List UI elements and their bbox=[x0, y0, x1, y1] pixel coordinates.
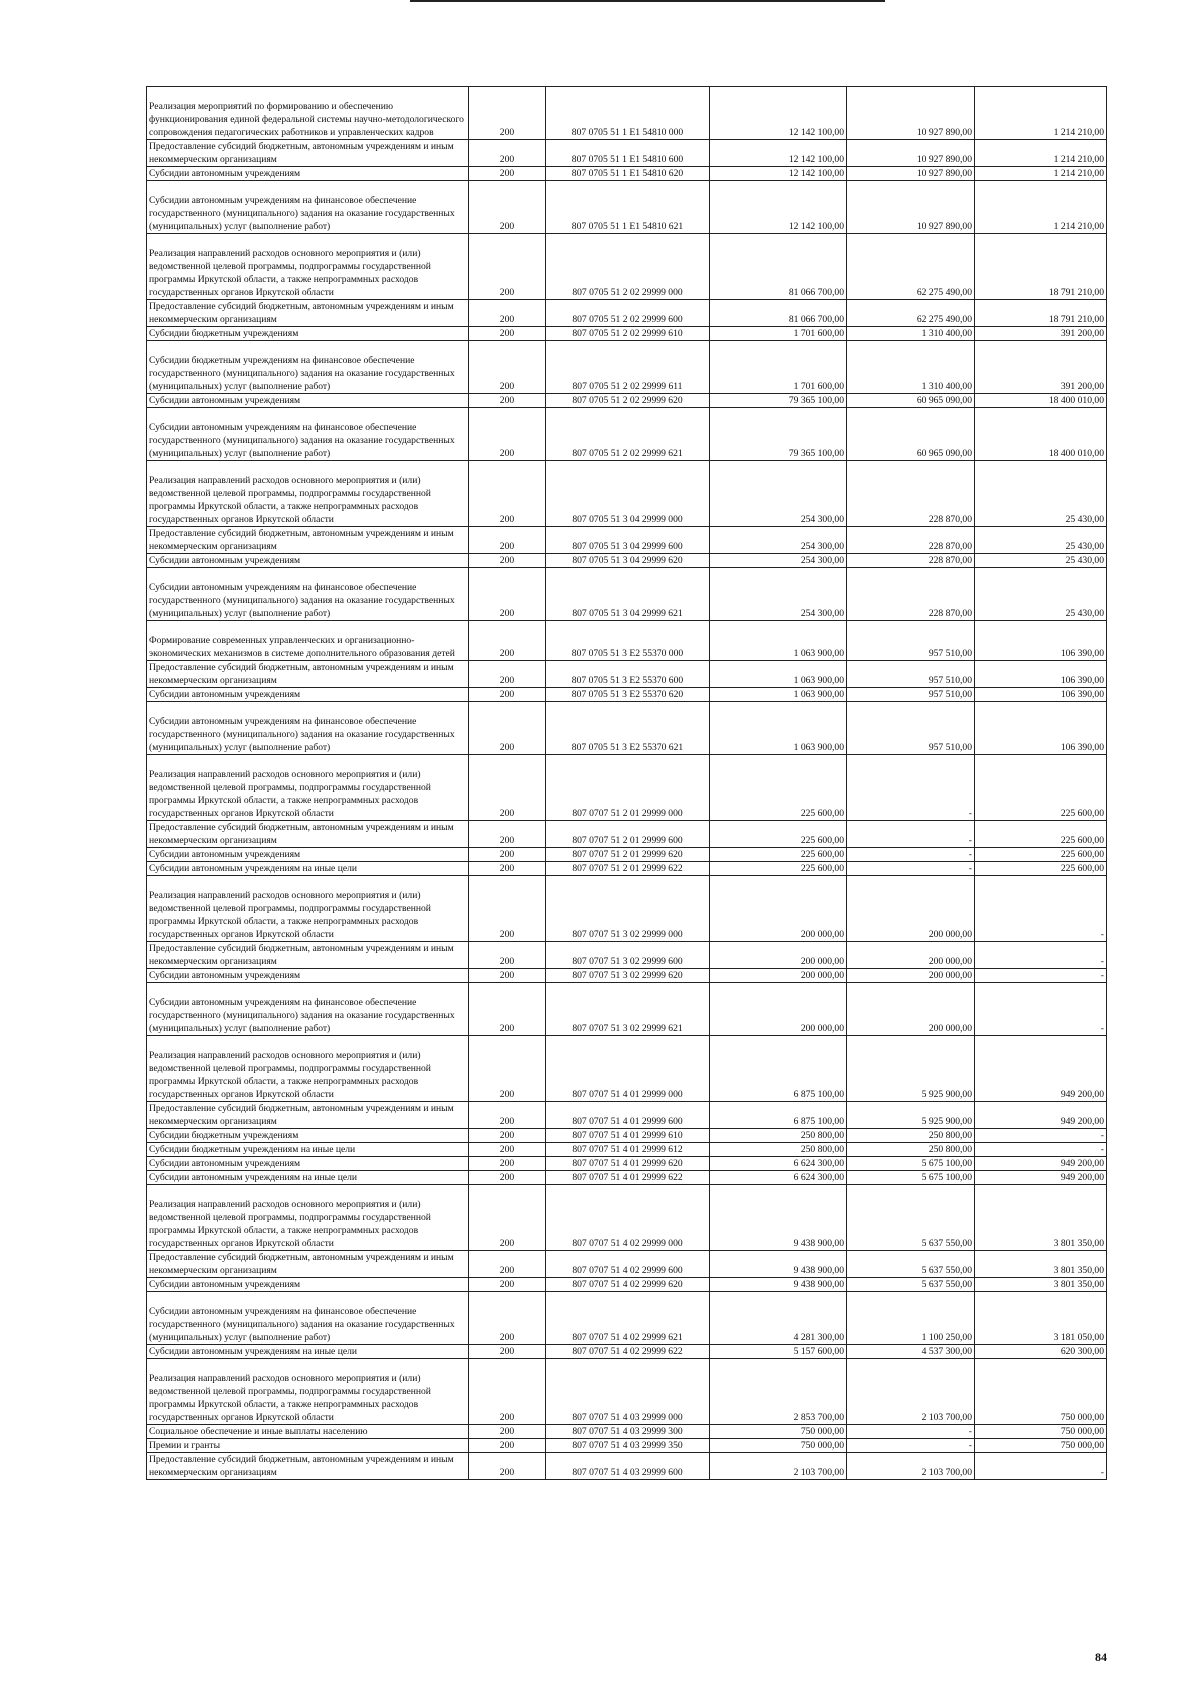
table-row bbox=[147, 341, 1107, 394]
row-budget-code: 807 0707 51 4 03 29999 000 bbox=[546, 1359, 710, 1425]
row-amount-total: 750 000,00 bbox=[710, 1425, 847, 1439]
row-name: Предоставление субсидий бюджетным, автономным учреждениям и иным некоммерческим организациям bbox=[147, 1102, 469, 1129]
row-amount-col3: 225 600,00 bbox=[975, 848, 1107, 862]
row-admin-code: 200 bbox=[469, 568, 546, 621]
row-amount-col3: 18 400 010,00 bbox=[975, 408, 1107, 461]
table-row bbox=[147, 942, 1107, 969]
row-budget-code: 807 0705 51 1 E1 54810 620 bbox=[546, 167, 710, 181]
row-name: Предоставление субсидий бюджетным, автономным учреждениям и иным некоммерческим организациям bbox=[147, 140, 469, 167]
table-row bbox=[147, 1185, 1107, 1251]
row-budget-code: 807 0707 51 4 02 29999 622 bbox=[546, 1345, 710, 1359]
row-admin-code: 200 bbox=[469, 1129, 546, 1143]
row-admin-code: 200 bbox=[469, 1345, 546, 1359]
row-name: Предоставление субсидий бюджетным, автономным учреждениям и иным некоммерческим организациям bbox=[147, 1453, 469, 1480]
row-amount-col2: 957 510,00 bbox=[847, 702, 975, 755]
row-amount-col3: 1 214 210,00 bbox=[975, 140, 1107, 167]
row-admin-code: 200 bbox=[469, 1453, 546, 1480]
row-admin-code: 200 bbox=[469, 969, 546, 983]
table-row bbox=[147, 688, 1107, 702]
table-row bbox=[147, 1102, 1107, 1129]
row-admin-code: 200 bbox=[469, 1278, 546, 1292]
row-name: Предоставление субсидий бюджетным, автономным учреждениям и иным некоммерческим организациям bbox=[147, 821, 469, 848]
table-row bbox=[147, 1171, 1107, 1185]
table-row bbox=[147, 1143, 1107, 1157]
row-budget-code: 807 0707 51 4 01 29999 610 bbox=[546, 1129, 710, 1143]
row-amount-total: 254 300,00 bbox=[710, 568, 847, 621]
row-amount-col2: - bbox=[847, 1425, 975, 1439]
row-amount-total: 1 063 900,00 bbox=[710, 702, 847, 755]
row-amount-col2: 250 800,00 bbox=[847, 1143, 975, 1157]
row-name: Реализация мероприятий по формированию и обеспечению функционирования единой федеральной системы научно-методологического сопровождения педагогических работников и управленческих кадров bbox=[147, 87, 469, 140]
row-budget-code: 807 0705 51 3 04 29999 621 bbox=[546, 568, 710, 621]
table-row bbox=[147, 87, 1107, 140]
row-amount-col3: 1 214 210,00 bbox=[975, 181, 1107, 234]
row-amount-col2: 228 870,00 bbox=[847, 461, 975, 527]
row-amount-col2: - bbox=[847, 755, 975, 821]
row-admin-code: 200 bbox=[469, 554, 546, 568]
row-budget-code: 807 0707 51 4 03 29999 300 bbox=[546, 1425, 710, 1439]
table-row bbox=[147, 1292, 1107, 1345]
row-amount-col3: 3 801 350,00 bbox=[975, 1278, 1107, 1292]
row-name: Субсидии автономным учреждениям на финансовое обеспечение государственного (муниципального) задания на оказание государственных (муниципальных) услуг (выполнение работ) bbox=[147, 983, 469, 1036]
table-row bbox=[147, 1425, 1107, 1439]
row-amount-col2: 957 510,00 bbox=[847, 688, 975, 702]
row-budget-code: 807 0705 51 3 04 29999 620 bbox=[546, 554, 710, 568]
row-admin-code: 200 bbox=[469, 527, 546, 554]
row-budget-code: 807 0707 51 3 02 29999 600 bbox=[546, 942, 710, 969]
row-amount-col3: - bbox=[975, 876, 1107, 942]
row-admin-code: 200 bbox=[469, 394, 546, 408]
row-admin-code: 200 bbox=[469, 1102, 546, 1129]
row-name: Субсидии автономным учреждениям bbox=[147, 167, 469, 181]
table-row bbox=[147, 848, 1107, 862]
row-budget-code: 807 0705 51 2 02 29999 611 bbox=[546, 341, 710, 394]
row-budget-code: 807 0707 51 4 01 29999 620 bbox=[546, 1157, 710, 1171]
row-budget-code: 807 0707 51 4 01 29999 000 bbox=[546, 1036, 710, 1102]
row-budget-code: 807 0705 51 3 E2 55370 000 bbox=[546, 621, 710, 661]
row-amount-total: 1 063 900,00 bbox=[710, 688, 847, 702]
row-budget-code: 807 0707 51 2 01 29999 000 bbox=[546, 755, 710, 821]
row-budget-code: 807 0707 51 4 02 29999 621 bbox=[546, 1292, 710, 1345]
row-admin-code: 200 bbox=[469, 983, 546, 1036]
row-amount-total: 254 300,00 bbox=[710, 554, 847, 568]
row-amount-col3: 18 791 210,00 bbox=[975, 300, 1107, 327]
row-name: Предоставление субсидий бюджетным, автономным учреждениям и иным некоммерческим организациям bbox=[147, 942, 469, 969]
row-name: Формирование современных управленческих и организационно-экономических механизмов в системе дополнительного образования детей bbox=[147, 621, 469, 661]
row-budget-code: 807 0707 51 4 01 29999 600 bbox=[546, 1102, 710, 1129]
row-amount-col2: - bbox=[847, 848, 975, 862]
table-row bbox=[147, 702, 1107, 755]
row-amount-total: 1 701 600,00 bbox=[710, 341, 847, 394]
table-row bbox=[147, 876, 1107, 942]
row-admin-code: 200 bbox=[469, 755, 546, 821]
row-amount-col3: 18 400 010,00 bbox=[975, 394, 1107, 408]
row-amount-col3: 620 300,00 bbox=[975, 1345, 1107, 1359]
table-row bbox=[147, 527, 1107, 554]
row-amount-col2: 957 510,00 bbox=[847, 661, 975, 688]
row-amount-total: 12 142 100,00 bbox=[710, 181, 847, 234]
row-budget-code: 807 0705 51 2 02 29999 610 bbox=[546, 327, 710, 341]
row-admin-code: 200 bbox=[469, 621, 546, 661]
row-name: Субсидии автономным учреждениям на иные цели bbox=[147, 1171, 469, 1185]
row-amount-total: 12 142 100,00 bbox=[710, 167, 847, 181]
row-amount-total: 5 157 600,00 bbox=[710, 1345, 847, 1359]
row-name: Реализация направлений расходов основного мероприятия и (или) ведомственной целевой программы, подпрограммы государственной программы Иркутской области, а также непрограммных расходов государственных органов Иркутской области bbox=[147, 876, 469, 942]
row-budget-code: 807 0705 51 1 E1 54810 000 bbox=[546, 87, 710, 140]
row-amount-total: 4 281 300,00 bbox=[710, 1292, 847, 1345]
row-amount-col3: 106 390,00 bbox=[975, 702, 1107, 755]
row-name: Субсидии автономным учреждениям на финансовое обеспечение государственного (муниципального) задания на оказание государственных (муниципальных) услуг (выполнение работ) bbox=[147, 702, 469, 755]
table-row bbox=[147, 167, 1107, 181]
row-amount-col2: 60 965 090,00 bbox=[847, 394, 975, 408]
row-amount-col3: 949 200,00 bbox=[975, 1171, 1107, 1185]
row-amount-col2: 957 510,00 bbox=[847, 621, 975, 661]
table-row bbox=[147, 554, 1107, 568]
table-row bbox=[147, 327, 1107, 341]
row-amount-total: 750 000,00 bbox=[710, 1439, 847, 1453]
row-amount-col2: 5 637 550,00 bbox=[847, 1185, 975, 1251]
row-amount-col2: - bbox=[847, 821, 975, 848]
row-admin-code: 200 bbox=[469, 1157, 546, 1171]
row-amount-total: 6 624 300,00 bbox=[710, 1157, 847, 1171]
row-amount-total: 250 800,00 bbox=[710, 1129, 847, 1143]
row-budget-code: 807 0705 51 2 02 29999 600 bbox=[546, 300, 710, 327]
table-row bbox=[147, 394, 1107, 408]
row-budget-code: 807 0707 51 3 02 29999 621 bbox=[546, 983, 710, 1036]
row-amount-total: 1 063 900,00 bbox=[710, 661, 847, 688]
row-amount-total: 1 701 600,00 bbox=[710, 327, 847, 341]
row-name: Субсидии автономным учреждениям на иные цели bbox=[147, 1345, 469, 1359]
row-name: Реализация направлений расходов основного мероприятия и (или) ведомственной целевой программы, подпрограммы государственной программы Иркутской области, а также непрограммных расходов государственных органов Иркутской области bbox=[147, 1185, 469, 1251]
row-amount-col2: - bbox=[847, 1439, 975, 1453]
row-admin-code: 200 bbox=[469, 1359, 546, 1425]
row-amount-total: 200 000,00 bbox=[710, 969, 847, 983]
row-budget-code: 807 0705 51 3 04 29999 600 bbox=[546, 527, 710, 554]
table-row bbox=[147, 140, 1107, 167]
row-amount-total: 254 300,00 bbox=[710, 527, 847, 554]
table-row bbox=[147, 1129, 1107, 1143]
row-amount-total: 200 000,00 bbox=[710, 983, 847, 1036]
row-amount-col2: 62 275 490,00 bbox=[847, 300, 975, 327]
row-name: Субсидии автономным учреждениям bbox=[147, 394, 469, 408]
row-amount-col2: 1 100 250,00 bbox=[847, 1292, 975, 1345]
row-amount-total: 12 142 100,00 bbox=[710, 140, 847, 167]
row-name: Субсидии автономным учреждениям на иные цели bbox=[147, 862, 469, 876]
row-budget-code: 807 0707 51 4 02 29999 620 bbox=[546, 1278, 710, 1292]
row-name: Субсидии автономным учреждениям на финансовое обеспечение государственного (муниципального) задания на оказание государственных (муниципальных) услуг (выполнение работ) bbox=[147, 568, 469, 621]
row-amount-total: 225 600,00 bbox=[710, 848, 847, 862]
row-admin-code: 200 bbox=[469, 1292, 546, 1345]
row-admin-code: 200 bbox=[469, 1425, 546, 1439]
row-amount-col3: 3 801 350,00 bbox=[975, 1251, 1107, 1278]
row-name: Субсидии автономным учреждениям на финансовое обеспечение государственного (муниципального) задания на оказание государственных (муниципальных) услуг (выполнение работ) bbox=[147, 408, 469, 461]
row-amount-total: 250 800,00 bbox=[710, 1143, 847, 1157]
row-admin-code: 200 bbox=[469, 341, 546, 394]
table-row bbox=[147, 1157, 1107, 1171]
row-name: Субсидии автономным учреждениям bbox=[147, 688, 469, 702]
row-amount-total: 9 438 900,00 bbox=[710, 1251, 847, 1278]
row-amount-col3: 225 600,00 bbox=[975, 821, 1107, 848]
row-amount-col3: 750 000,00 bbox=[975, 1425, 1107, 1439]
table-row bbox=[147, 461, 1107, 527]
table-row bbox=[147, 1345, 1107, 1359]
row-amount-total: 1 063 900,00 bbox=[710, 621, 847, 661]
row-admin-code: 200 bbox=[469, 821, 546, 848]
row-budget-code: 807 0707 51 4 01 29999 612 bbox=[546, 1143, 710, 1157]
row-amount-col3: - bbox=[975, 1129, 1107, 1143]
row-amount-col3: 949 200,00 bbox=[975, 1102, 1107, 1129]
row-amount-col3: 225 600,00 bbox=[975, 862, 1107, 876]
row-amount-col3: - bbox=[975, 942, 1107, 969]
row-admin-code: 200 bbox=[469, 862, 546, 876]
row-name: Предоставление субсидий бюджетным, автономным учреждениям и иным некоммерческим организациям bbox=[147, 527, 469, 554]
row-amount-total: 200 000,00 bbox=[710, 942, 847, 969]
row-amount-col3: - bbox=[975, 1453, 1107, 1480]
row-name: Субсидии автономным учреждениям bbox=[147, 848, 469, 862]
row-amount-total: 254 300,00 bbox=[710, 461, 847, 527]
row-admin-code: 200 bbox=[469, 140, 546, 167]
row-budget-code: 807 0707 51 4 01 29999 622 bbox=[546, 1171, 710, 1185]
row-amount-col3: 106 390,00 bbox=[975, 621, 1107, 661]
table-row bbox=[147, 661, 1107, 688]
row-amount-col2: 62 275 490,00 bbox=[847, 234, 975, 300]
table-row bbox=[147, 300, 1107, 327]
row-amount-col2: 1 310 400,00 bbox=[847, 341, 975, 394]
table-row bbox=[147, 1453, 1107, 1480]
row-name: Субсидии автономным учреждениям bbox=[147, 554, 469, 568]
row-amount-col3: 3 181 050,00 bbox=[975, 1292, 1107, 1345]
table-row bbox=[147, 408, 1107, 461]
budget-table bbox=[146, 86, 1107, 1480]
row-budget-code: 807 0705 51 3 E2 55370 600 bbox=[546, 661, 710, 688]
row-name: Субсидии бюджетным учреждениям bbox=[147, 327, 469, 341]
row-amount-col2: 5 925 900,00 bbox=[847, 1102, 975, 1129]
row-admin-code: 200 bbox=[469, 688, 546, 702]
table-row bbox=[147, 1278, 1107, 1292]
table-row bbox=[147, 181, 1107, 234]
row-amount-col2: 10 927 890,00 bbox=[847, 181, 975, 234]
row-amount-col2: 5 637 550,00 bbox=[847, 1251, 975, 1278]
row-amount-col2: 228 870,00 bbox=[847, 568, 975, 621]
row-amount-total: 81 066 700,00 bbox=[710, 300, 847, 327]
row-name: Реализация направлений расходов основного мероприятия и (или) ведомственной целевой программы, подпрограммы государственной программы Иркутской области, а также непрограммных расходов государственных органов Иркутской области bbox=[147, 1036, 469, 1102]
row-budget-code: 807 0707 51 2 01 29999 620 bbox=[546, 848, 710, 862]
row-amount-col2: 200 000,00 bbox=[847, 969, 975, 983]
row-amount-col2: 200 000,00 bbox=[847, 942, 975, 969]
row-amount-total: 9 438 900,00 bbox=[710, 1278, 847, 1292]
row-budget-code: 807 0705 51 3 04 29999 000 bbox=[546, 461, 710, 527]
row-budget-code: 807 0707 51 2 01 29999 622 bbox=[546, 862, 710, 876]
row-admin-code: 200 bbox=[469, 408, 546, 461]
table-row bbox=[147, 969, 1107, 983]
row-name: Субсидии бюджетным учреждениям на иные цели bbox=[147, 1143, 469, 1157]
row-amount-col2: 10 927 890,00 bbox=[847, 167, 975, 181]
row-amount-col3: 106 390,00 bbox=[975, 661, 1107, 688]
row-amount-col2: 10 927 890,00 bbox=[847, 87, 975, 140]
row-admin-code: 200 bbox=[469, 702, 546, 755]
table-row bbox=[147, 821, 1107, 848]
row-budget-code: 807 0707 51 4 03 29999 350 bbox=[546, 1439, 710, 1453]
row-amount-col2: 2 103 700,00 bbox=[847, 1359, 975, 1425]
row-name: Субсидии автономным учреждениям bbox=[147, 1278, 469, 1292]
table-row bbox=[147, 1439, 1107, 1453]
row-admin-code: 200 bbox=[469, 942, 546, 969]
row-budget-code: 807 0707 51 3 02 29999 620 bbox=[546, 969, 710, 983]
row-amount-col2: 200 000,00 bbox=[847, 876, 975, 942]
row-amount-col3: - bbox=[975, 1143, 1107, 1157]
row-amount-col3: 949 200,00 bbox=[975, 1036, 1107, 1102]
table-row bbox=[147, 234, 1107, 300]
row-amount-col2: - bbox=[847, 862, 975, 876]
row-amount-col2: 4 537 300,00 bbox=[847, 1345, 975, 1359]
row-amount-col3: 1 214 210,00 bbox=[975, 87, 1107, 140]
row-admin-code: 200 bbox=[469, 1185, 546, 1251]
row-amount-total: 9 438 900,00 bbox=[710, 1185, 847, 1251]
row-amount-total: 6 875 100,00 bbox=[710, 1102, 847, 1129]
row-amount-col3: 750 000,00 bbox=[975, 1439, 1107, 1453]
row-admin-code: 200 bbox=[469, 1036, 546, 1102]
row-admin-code: 200 bbox=[469, 87, 546, 140]
row-admin-code: 200 bbox=[469, 1439, 546, 1453]
row-amount-col3: 18 791 210,00 bbox=[975, 234, 1107, 300]
row-amount-col3: 949 200,00 bbox=[975, 1157, 1107, 1171]
row-amount-col2: 5 925 900,00 bbox=[847, 1036, 975, 1102]
row-amount-col3: 25 430,00 bbox=[975, 554, 1107, 568]
row-budget-code: 807 0707 51 4 02 29999 000 bbox=[546, 1185, 710, 1251]
row-budget-code: 807 0705 51 1 E1 54810 621 bbox=[546, 181, 710, 234]
row-admin-code: 200 bbox=[469, 461, 546, 527]
row-name: Предоставление субсидий бюджетным, автономным учреждениям и иным некоммерческим организациям bbox=[147, 661, 469, 688]
row-admin-code: 200 bbox=[469, 327, 546, 341]
row-amount-col2: 200 000,00 bbox=[847, 983, 975, 1036]
row-amount-col2: 228 870,00 bbox=[847, 527, 975, 554]
row-budget-code: 807 0705 51 2 02 29999 620 bbox=[546, 394, 710, 408]
row-budget-code: 807 0707 51 4 02 29999 600 bbox=[546, 1251, 710, 1278]
row-amount-col2: 10 927 890,00 bbox=[847, 140, 975, 167]
row-admin-code: 200 bbox=[469, 661, 546, 688]
row-amount-col3: 1 214 210,00 bbox=[975, 167, 1107, 181]
row-amount-col3: 3 801 350,00 bbox=[975, 1185, 1107, 1251]
row-amount-col2: 2 103 700,00 bbox=[847, 1453, 975, 1480]
table-row bbox=[147, 621, 1107, 661]
row-amount-total: 2 853 700,00 bbox=[710, 1359, 847, 1425]
row-amount-total: 79 365 100,00 bbox=[710, 394, 847, 408]
row-amount-total: 12 142 100,00 bbox=[710, 87, 847, 140]
row-budget-code: 807 0707 51 2 01 29999 600 bbox=[546, 821, 710, 848]
table-row bbox=[147, 1036, 1107, 1102]
row-name: Субсидии автономным учреждениям bbox=[147, 1157, 469, 1171]
row-amount-total: 225 600,00 bbox=[710, 821, 847, 848]
row-admin-code: 200 bbox=[469, 1251, 546, 1278]
row-amount-col2: 60 965 090,00 bbox=[847, 408, 975, 461]
row-admin-code: 200 bbox=[469, 1143, 546, 1157]
row-name: Субсидии автономным учреждениям на финансовое обеспечение государственного (муниципального) задания на оказание государственных (муниципальных) услуг (выполнение работ) bbox=[147, 1292, 469, 1345]
row-name: Реализация направлений расходов основного мероприятия и (или) ведомственной целевой программы, подпрограммы государственной программы Иркутской области, а также непрограммных расходов государственных органов Иркутской области bbox=[147, 1359, 469, 1425]
row-amount-total: 6 875 100,00 bbox=[710, 1036, 847, 1102]
row-name: Субсидии бюджетным учреждениям bbox=[147, 1129, 469, 1143]
row-name: Реализация направлений расходов основного мероприятия и (или) ведомственной целевой программы, подпрограммы государственной программы Иркутской области, а также непрограммных расходов государственных органов Иркутской области bbox=[147, 234, 469, 300]
row-name: Субсидии бюджетным учреждениям на финансовое обеспечение государственного (муниципального) задания на оказание государственных (муниципальных) услуг (выполнение работ) bbox=[147, 341, 469, 394]
row-admin-code: 200 bbox=[469, 234, 546, 300]
row-name: Субсидии автономным учреждениям bbox=[147, 969, 469, 983]
row-name: Реализация направлений расходов основного мероприятия и (или) ведомственной целевой программы, подпрограммы государственной программы Иркутской области, а также непрограммных расходов государственных органов Иркутской области bbox=[147, 755, 469, 821]
table-row bbox=[147, 1359, 1107, 1425]
table-row bbox=[147, 755, 1107, 821]
row-budget-code: 807 0705 51 3 E2 55370 621 bbox=[546, 702, 710, 755]
row-budget-code: 807 0707 51 4 03 29999 600 bbox=[546, 1453, 710, 1480]
row-budget-code: 807 0705 51 2 02 29999 000 bbox=[546, 234, 710, 300]
row-admin-code: 200 bbox=[469, 848, 546, 862]
row-amount-col2: 5 637 550,00 bbox=[847, 1278, 975, 1292]
row-admin-code: 200 bbox=[469, 876, 546, 942]
row-amount-col2: 228 870,00 bbox=[847, 554, 975, 568]
row-name: Социальное обеспечение и иные выплаты населению bbox=[147, 1425, 469, 1439]
row-amount-col3: 25 430,00 bbox=[975, 568, 1107, 621]
row-amount-col3: 106 390,00 bbox=[975, 688, 1107, 702]
top-rule bbox=[410, 0, 885, 2]
row-amount-total: 2 103 700,00 bbox=[710, 1453, 847, 1480]
table-row bbox=[147, 862, 1107, 876]
row-amount-col3: - bbox=[975, 969, 1107, 983]
row-name: Премии и гранты bbox=[147, 1439, 469, 1453]
row-amount-col3: 25 430,00 bbox=[975, 527, 1107, 554]
row-name: Реализация направлений расходов основного мероприятия и (или) ведомственной целевой программы, подпрограммы государственной программы Иркутской области, а также непрограммных расходов государственных органов Иркутской области bbox=[147, 461, 469, 527]
row-budget-code: 807 0705 51 3 E2 55370 620 bbox=[546, 688, 710, 702]
row-amount-col2: 250 800,00 bbox=[847, 1129, 975, 1143]
row-amount-total: 200 000,00 bbox=[710, 876, 847, 942]
row-budget-code: 807 0705 51 1 E1 54810 600 bbox=[546, 140, 710, 167]
row-amount-col3: 391 200,00 bbox=[975, 327, 1107, 341]
row-budget-code: 807 0707 51 3 02 29999 000 bbox=[546, 876, 710, 942]
row-amount-col2: 5 675 100,00 bbox=[847, 1171, 975, 1185]
row-amount-total: 225 600,00 bbox=[710, 755, 847, 821]
row-amount-col2: 1 310 400,00 bbox=[847, 327, 975, 341]
row-amount-total: 79 365 100,00 bbox=[710, 408, 847, 461]
row-admin-code: 200 bbox=[469, 1171, 546, 1185]
row-name: Предоставление субсидий бюджетным, автономным учреждениям и иным некоммерческим организациям bbox=[147, 1251, 469, 1278]
row-amount-col3: 225 600,00 bbox=[975, 755, 1107, 821]
table-row bbox=[147, 1251, 1107, 1278]
page-number: 84 bbox=[1095, 1650, 1107, 1664]
row-name: Субсидии автономным учреждениям на финансовое обеспечение государственного (муниципального) задания на оказание государственных (муниципальных) услуг (выполнение работ) bbox=[147, 181, 469, 234]
row-name: Предоставление субсидий бюджетным, автономным учреждениям и иным некоммерческим организациям bbox=[147, 300, 469, 327]
row-amount-col3: 391 200,00 bbox=[975, 341, 1107, 394]
row-amount-col3: 750 000,00 bbox=[975, 1359, 1107, 1425]
row-amount-col3: 25 430,00 bbox=[975, 461, 1107, 527]
row-admin-code: 200 bbox=[469, 167, 546, 181]
table-row bbox=[147, 983, 1107, 1036]
row-amount-total: 6 624 300,00 bbox=[710, 1171, 847, 1185]
row-amount-col3: - bbox=[975, 983, 1107, 1036]
row-admin-code: 200 bbox=[469, 300, 546, 327]
row-amount-total: 225 600,00 bbox=[710, 862, 847, 876]
row-budget-code: 807 0705 51 2 02 29999 621 bbox=[546, 408, 710, 461]
row-amount-total: 81 066 700,00 bbox=[710, 234, 847, 300]
table-row bbox=[147, 568, 1107, 621]
row-amount-col2: 5 675 100,00 bbox=[847, 1157, 975, 1171]
row-admin-code: 200 bbox=[469, 181, 546, 234]
